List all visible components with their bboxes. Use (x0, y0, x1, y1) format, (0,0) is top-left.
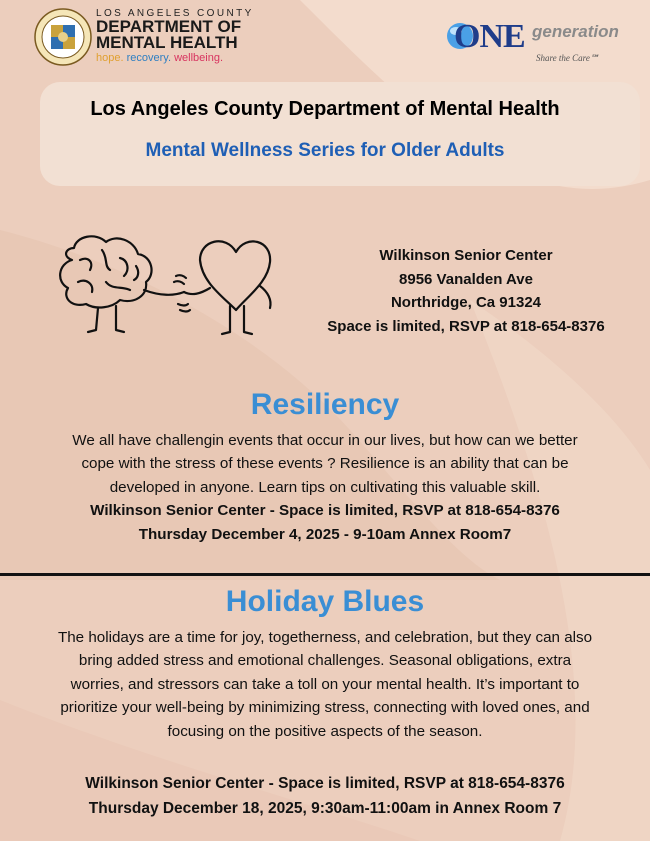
holiday-body-line: worries, and stressors can take a toll on your mental health. It’s important to (70, 675, 580, 693)
holiday-body-line: The holidays are a time for joy, togetherness, and celebration, but they can also (57, 629, 593, 646)
page-title: Los Angeles County Department of Mental Health (90, 98, 560, 120)
holiday-blues-title: Holiday Blues (225, 585, 425, 618)
location-block (306, 244, 626, 338)
dmh-logo (34, 8, 274, 70)
holiday-body-line: focusing on the positive aspects of the season. (167, 722, 483, 740)
resiliency-title: Resiliency (250, 388, 400, 421)
holiday-blues-details (0, 771, 650, 821)
tag-hope: hope. (96, 52, 124, 64)
holiday-detail-date: Thursday December 18, 2025, 9:30am-11:00am in Annex Room 7 (88, 800, 562, 817)
location-street: 8956 Vanalden Ave (399, 270, 533, 288)
county-seal-icon (34, 8, 92, 66)
one-text: ONE (454, 18, 525, 55)
resiliency-body-line: developed in anyone. Learn tips on cultivating this valuable skill. (109, 478, 541, 496)
holiday-detail-location: Wilkinson Senior Center - Space is limited, RSVP at 818-654-8376 (85, 775, 565, 792)
dmh-tagline (96, 52, 276, 64)
holiday-blues-body (0, 626, 650, 743)
holiday-body-line: prioritize your well-being by minimizing stress, connecting with loved ones, and (60, 699, 590, 717)
resiliency-body-line: cope with the stress of these events ? Resilience is an ability that can be (81, 455, 569, 473)
generation-text: generation (532, 22, 619, 41)
location-rsvp: Space is limited, RSVP at 818-654-8376 (327, 317, 605, 335)
resiliency-detail-location: Wilkinson Senior Center - Space is limited, RSVP at 818-654-8376 (90, 502, 560, 520)
page-subtitle: Mental Wellness Series for Older Adults (145, 140, 505, 161)
one-generation-logo (446, 18, 619, 70)
dmh-line-1: DEPARTMENT OF (96, 17, 242, 36)
location-name: Wilkinson Senior Center (379, 247, 553, 264)
brain-heart-illustration (50, 220, 290, 340)
location-city: Northridge, Ca 91324 (390, 294, 542, 311)
resiliency-detail-date: Thursday December 4, 2025 - 9-10am Annex Room7 (138, 525, 512, 543)
resiliency-body-line: We all have challengin events that occur in our lives, but how can we better (72, 432, 578, 449)
dmh-line-2: MENTAL HEALTH (96, 33, 238, 52)
share-the-care-text: Share the Care℠ (536, 53, 599, 63)
holiday-body-line: bring added stress and emotional challenges. Seasonal obligations, extra (78, 652, 572, 670)
resiliency-body (0, 429, 650, 546)
tag-wellbeing: wellbeing. (174, 52, 223, 64)
dmh-county-text: LOS ANGELES COUNTY (96, 8, 254, 19)
section-divider (0, 573, 650, 576)
tag-recovery: recovery. (126, 52, 172, 64)
